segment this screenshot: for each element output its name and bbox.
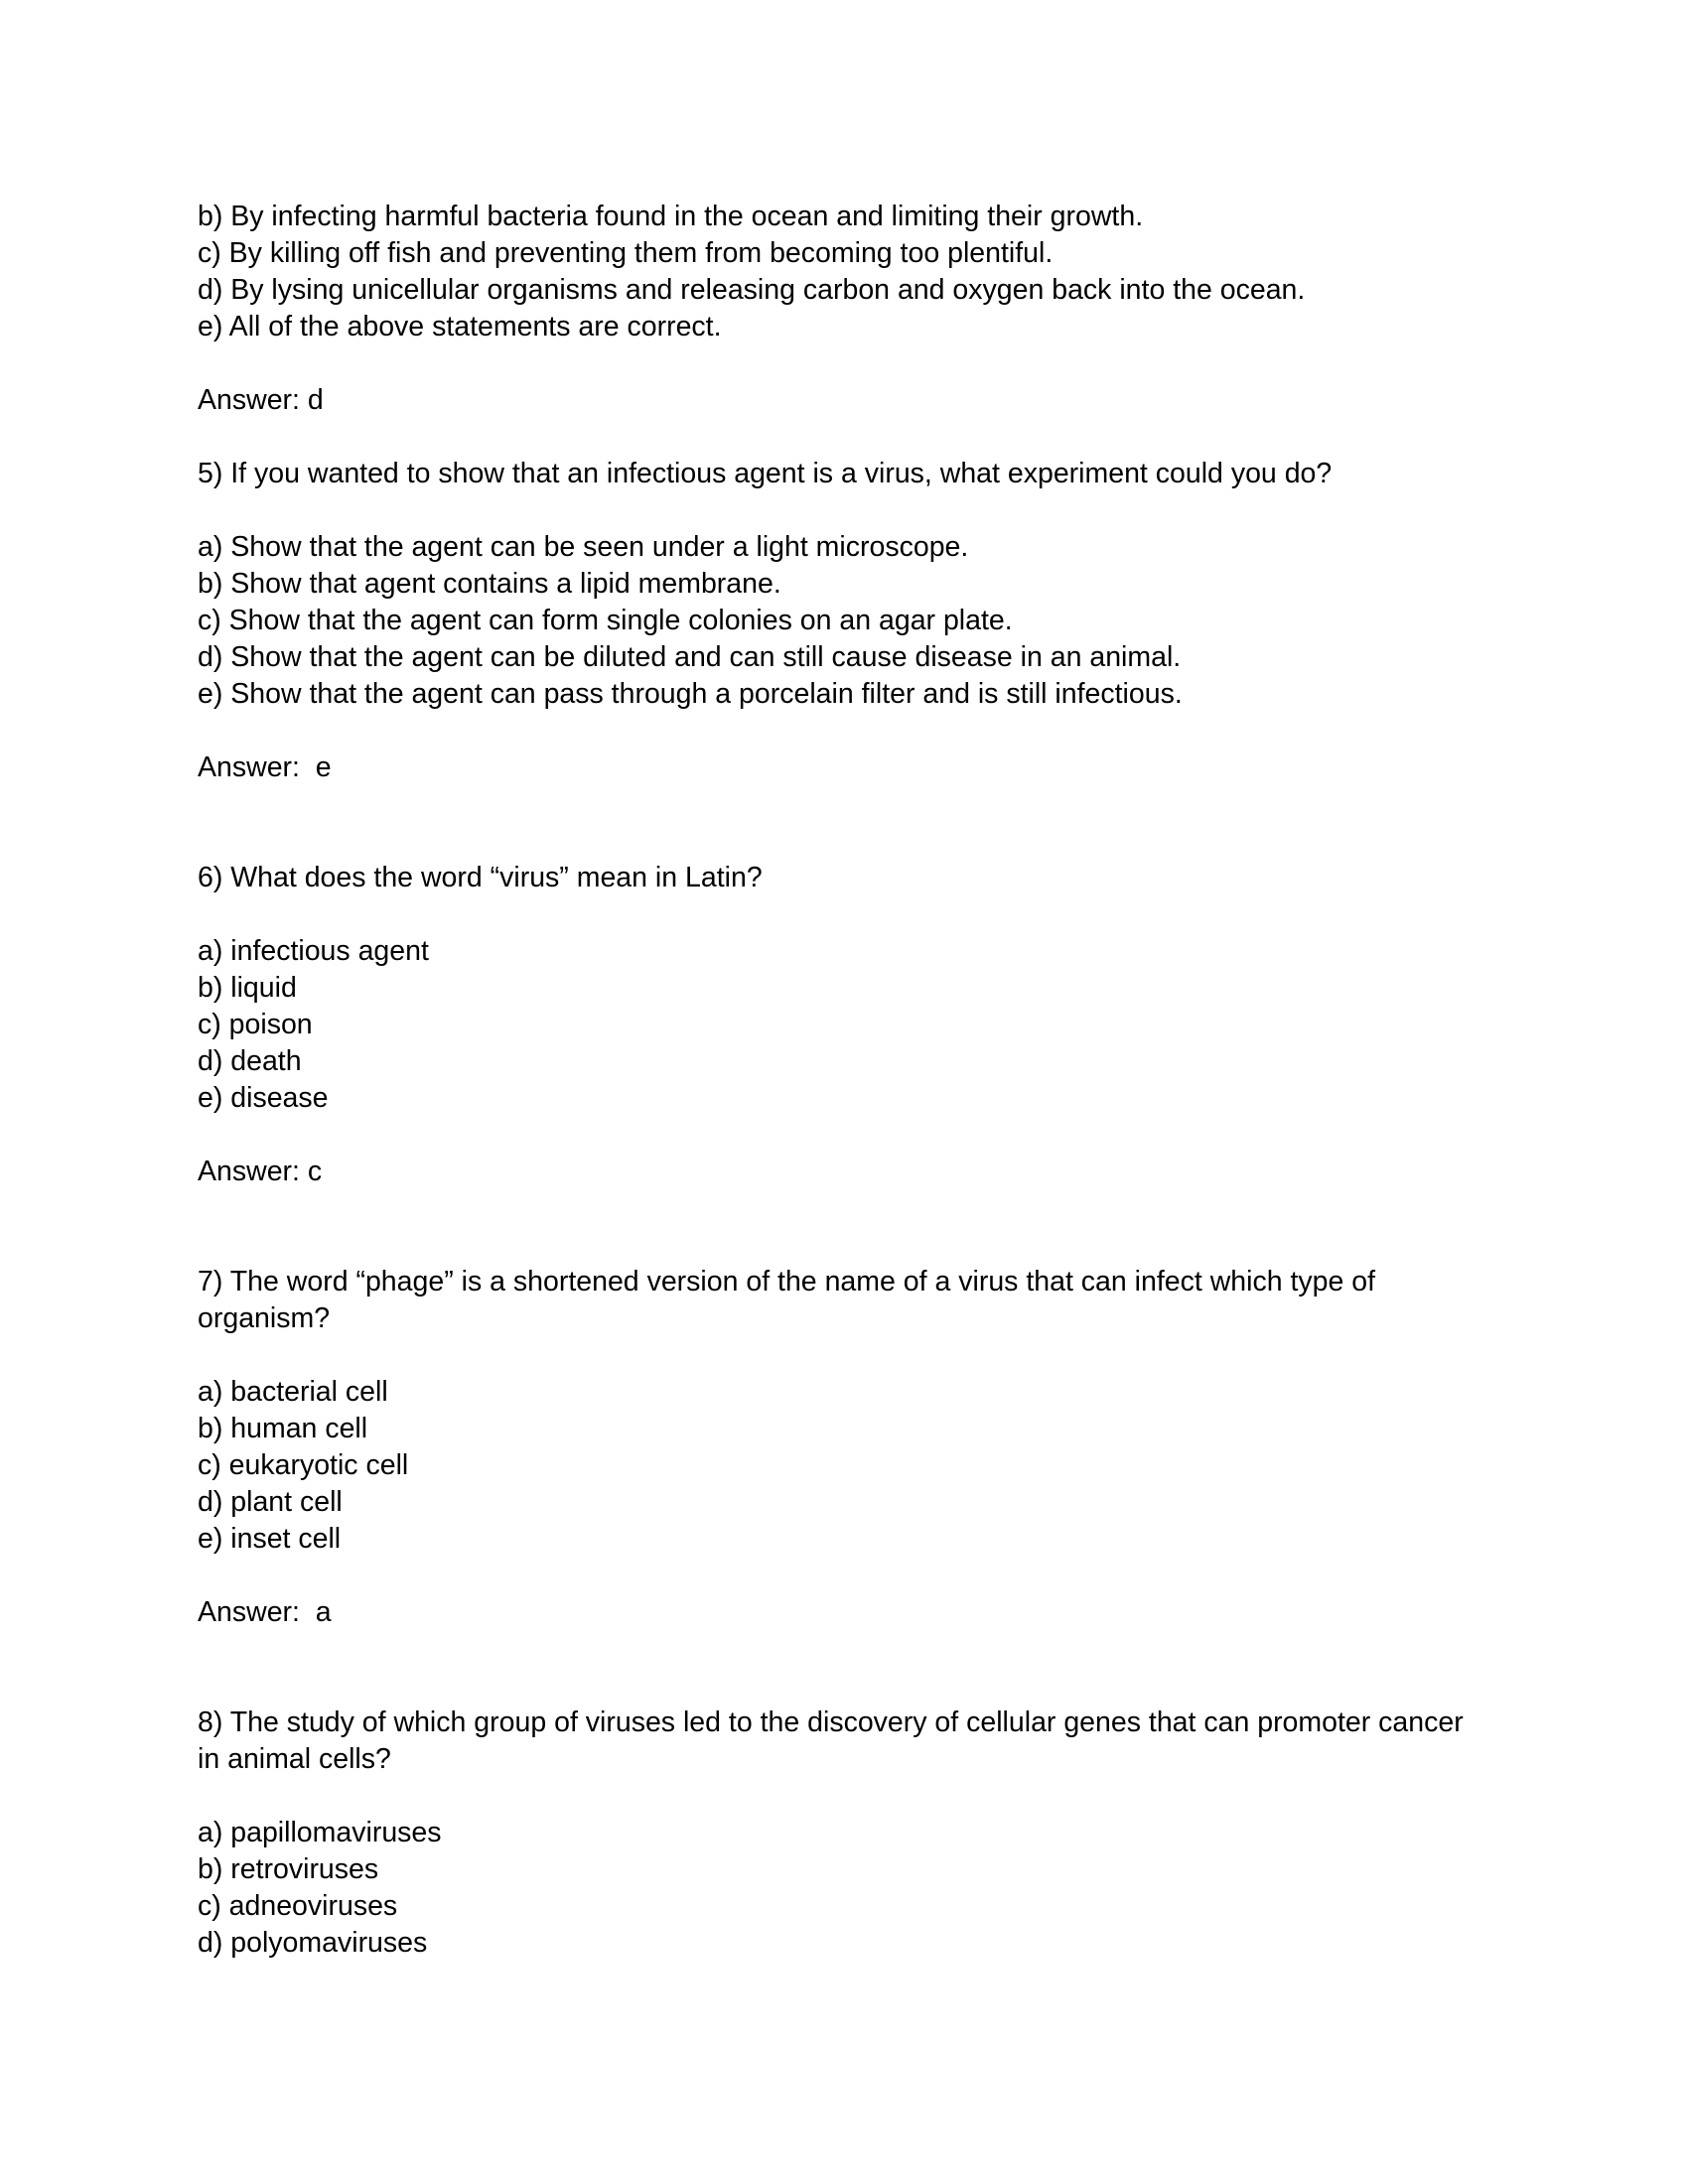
option-b: b) human cell xyxy=(198,1413,368,1444)
question-4-answer: Answer: d xyxy=(198,384,324,416)
option-d: d) polyomaviruses xyxy=(198,1927,428,1959)
option-d: d) By lysing unicellular organisms and releasing carbon and oxygen back into the ocean. xyxy=(198,274,1306,306)
option-d: d) plant cell xyxy=(198,1486,343,1518)
question-8-text: 8) The study of which group of viruses led to the discovery of cellular genes that can promoter cancer in animal cells? xyxy=(198,1706,1464,1775)
option-d: d) death xyxy=(198,1045,302,1077)
question-7-options xyxy=(198,1374,1488,1558)
option-d: d) Show that the agent can be diluted and can still cause disease in an animal. xyxy=(198,641,1182,673)
option-b: b) liquid xyxy=(198,972,297,1004)
question-5-options xyxy=(198,529,1488,713)
question-5-answer: Answer: e xyxy=(198,751,332,783)
option-a: a) papillomaviruses xyxy=(198,1817,442,1848)
question-6-text: 6) What does the word “virus” mean in Latin? xyxy=(198,862,763,893)
option-e: e) disease xyxy=(198,1082,329,1114)
question-7-answer: Answer: a xyxy=(198,1596,332,1628)
option-a: a) bacterial cell xyxy=(198,1376,388,1408)
option-e: e) inset cell xyxy=(198,1523,342,1555)
option-a: a) Show that the agent can be seen under a light microscope. xyxy=(198,531,969,563)
question-8-options xyxy=(198,1815,1488,1962)
option-e: e) Show that the agent can pass through a porcelain filter and is still infectious. xyxy=(198,678,1183,710)
option-c: c) eukaryotic cell xyxy=(198,1449,409,1481)
option-c: c) adneoviruses xyxy=(198,1890,398,1922)
question-6-options xyxy=(198,933,1488,1117)
question-4-options xyxy=(198,199,1488,345)
option-c: c) Show that the agent can form single colonies on an agar plate. xyxy=(198,605,1013,636)
option-b: b) Show that agent contains a lipid membrane. xyxy=(198,568,781,600)
question-5-text: 5) If you wanted to show that an infectious agent is a virus, what experiment could you do? xyxy=(198,458,1333,489)
question-7-text: 7) The word “phage” is a shortened version of the name of a virus that can infect which type of organism? xyxy=(198,1266,1376,1334)
option-e: e) All of the above statements are correct. xyxy=(198,311,722,342)
document-page xyxy=(198,199,1488,1962)
question-6-answer: Answer: c xyxy=(198,1156,323,1187)
option-c: c) By killing off fish and preventing them from becoming too plentiful. xyxy=(198,237,1054,269)
option-b: b) By infecting harmful bacteria found in the ocean and limiting their growth. xyxy=(198,201,1144,232)
option-a: a) infectious agent xyxy=(198,935,429,967)
option-b: b) retroviruses xyxy=(198,1853,379,1885)
option-c: c) poison xyxy=(198,1009,313,1040)
